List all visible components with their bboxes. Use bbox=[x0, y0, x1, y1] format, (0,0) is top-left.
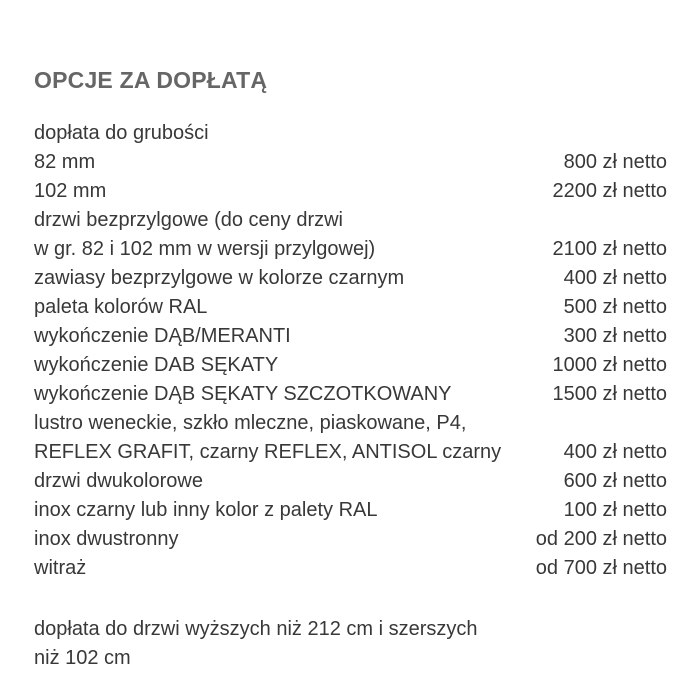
item-price: 100 zł netto bbox=[563, 499, 667, 521]
item-price: od 200 zł netto bbox=[535, 528, 667, 550]
price-row bbox=[34, 264, 667, 293]
item-price: 1500 zł netto bbox=[552, 383, 667, 405]
item-label: drzwi bezprzylgowe (do ceny drzwi bbox=[34, 209, 344, 231]
item-label: REFLEX GRAFIT, czarny REFLEX, ANTISOL czarny bbox=[34, 441, 502, 463]
item-price: 2100 zł netto bbox=[552, 238, 667, 260]
price-row bbox=[34, 409, 667, 438]
footer-note bbox=[34, 615, 667, 673]
item-price: 800 zł netto bbox=[563, 151, 667, 173]
item-price: od 700 zł netto bbox=[535, 557, 667, 579]
item-label: 102 mm bbox=[34, 180, 107, 202]
footer-note-line-1: dopłata do drzwi wyższych niż 212 cm i szerszych bbox=[34, 618, 478, 640]
price-row bbox=[34, 322, 667, 351]
item-label: paleta kolorów RAL bbox=[34, 296, 208, 318]
price-list bbox=[34, 119, 667, 583]
item-label: lustro weneckie, szkło mleczne, piaskowane, P4, bbox=[34, 412, 467, 434]
price-row bbox=[34, 119, 667, 148]
item-label: zawiasy bezprzylgowe w kolorze czarnym bbox=[34, 267, 405, 289]
item-label: 82 mm bbox=[34, 151, 96, 173]
item-price: 400 zł netto bbox=[563, 441, 667, 463]
item-label: w gr. 82 i 102 mm w wersji przylgowej) bbox=[34, 238, 376, 260]
item-label: drzwi dwukolorowe bbox=[34, 470, 203, 492]
price-row bbox=[34, 148, 667, 177]
item-label: inox czarny lub inny kolor z palety RAL bbox=[34, 499, 378, 521]
item-label: wykończenie DĄB SĘKATY SZCZOTKOWANY bbox=[34, 383, 452, 405]
item-price: 500 zł netto bbox=[563, 296, 667, 318]
item-label: wykończenie DĄB/MERANTI bbox=[34, 325, 291, 347]
item-price: 300 zł netto bbox=[563, 325, 667, 347]
price-row bbox=[34, 467, 667, 496]
price-row bbox=[34, 380, 667, 409]
price-row bbox=[34, 206, 667, 235]
item-label: dopłata do grubości bbox=[34, 122, 209, 144]
price-row bbox=[34, 351, 667, 380]
price-row bbox=[34, 177, 667, 206]
item-price: 1000 zł netto bbox=[552, 354, 667, 376]
price-row bbox=[34, 496, 667, 525]
item-label: inox dwustronny bbox=[34, 528, 179, 550]
price-row bbox=[34, 293, 667, 322]
item-label: witraż bbox=[34, 557, 87, 579]
item-label: wykończenie DAB SĘKATY bbox=[34, 354, 279, 376]
item-price: 400 zł netto bbox=[563, 267, 667, 289]
price-row bbox=[34, 525, 667, 554]
price-row bbox=[34, 235, 667, 264]
item-price: 600 zł netto bbox=[563, 470, 667, 492]
price-row bbox=[34, 438, 667, 467]
footer-note-line-2: niż 102 cm bbox=[34, 647, 131, 669]
item-price: 2200 zł netto bbox=[552, 180, 667, 202]
page-title: OPCJE ZA DOPŁATĄ bbox=[34, 67, 268, 93]
price-row bbox=[34, 554, 667, 583]
